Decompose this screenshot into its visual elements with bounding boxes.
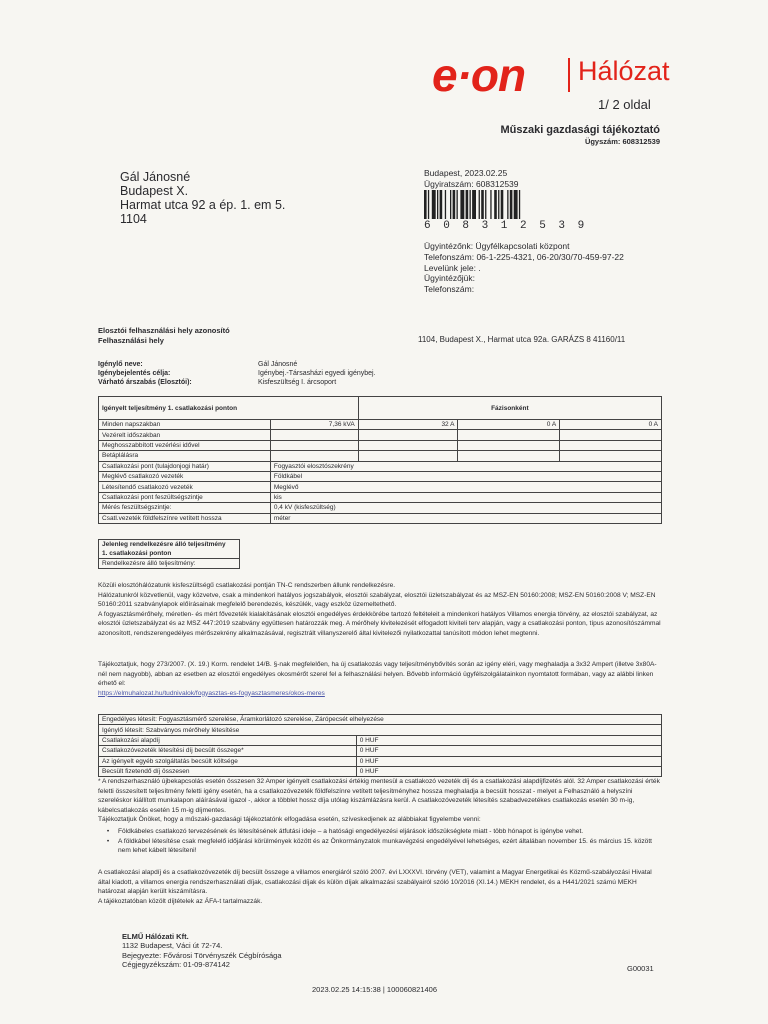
document-title: Műszaki gazdasági tájékoztató (500, 124, 660, 136)
table-cell: Az igényelt egyéb szolgáltatás becsült költsége (99, 756, 357, 766)
table-row (99, 735, 662, 745)
power-table (98, 396, 662, 524)
company-address: 1132 Budapest, Váci út 72-74. (122, 941, 223, 951)
table-cell: Létesítendő csatlakozó vezeték (99, 482, 271, 492)
site-address: 1104, Budapest X., Harmat utca 92a. GARÁZS 8 41160/11 (418, 335, 626, 344)
barcode (424, 190, 550, 219)
barcode-digits: 6 0 8 3 1 2 5 3 9 (424, 220, 588, 232)
request-row (98, 378, 376, 387)
legal-basis-paragraph (98, 868, 664, 906)
list-item (98, 827, 664, 837)
table-cell: Csatlakozóvezeték létesítési díj becsült összege* (99, 746, 357, 756)
paragraph-line: A tájékoztatóban közölt díjtételek az ÁFA-t tartalmazzák. (98, 897, 263, 905)
available-power-box (98, 539, 240, 569)
table-cell: Csatlakozási pont feszültségszintje (99, 492, 271, 502)
table-cell: 0 A (560, 420, 662, 430)
table-cell: 7,36 kVA (270, 420, 358, 430)
table-cell: 0 HUF (356, 746, 661, 756)
paragraph-line: A fogyasztásmérőhely, méretlen- és mért fővezeték kialakításának elosztói engedélyes érdekkörébe tartozó feltételeit a mindenkori hatályos Villamos energia törvény, az elosztói szabályzat, az elosztói üzletszabályzat és az MSZ 447:2019 szabvány együttesen határozzák meg. A mérőhely kivitelezését elfogadott kiviteli terv alapján, vagy a csatlakozási ponton, típus azonosítószámmal azonosított, rendszerengedélyes mérőszekrény alkalmazásával, regisztrált villanyszerelő által kivitelezői nyilatkozattal tanúsított módon lehet megtenni. (98, 610, 661, 637)
company-court: Bejegyezte: Fővárosi Törvényszék Cégbírósága (122, 950, 282, 960)
table-cell: Meglévő csatlakozó vezeték (99, 471, 271, 481)
request-value: Kisfeszültség I. árcsoport (258, 379, 337, 386)
phase-header: Fázisonként (358, 397, 661, 420)
table-cell (270, 451, 358, 461)
letter-date: Budapest, 2023.02.25 (424, 168, 508, 178)
power-header-left: Igényelt teljesítmény 1. csatlakozási ponton (99, 397, 359, 420)
site-id-label: Elosztói felhasználási hely azonosító (98, 326, 230, 335)
logo-subtitle: Hálózat (578, 56, 670, 86)
page-number: 1/ 2 oldal (598, 97, 651, 112)
table-cell: Csatlakozási alapdíj (99, 735, 357, 745)
fee-notes-paragraph (98, 777, 664, 825)
request-label: Várható árszabás (Elosztói): (98, 379, 192, 386)
table-cell: Betáplálásra (99, 451, 271, 461)
table-row (99, 756, 662, 766)
recipient-zip: 1104 (120, 212, 147, 226)
table-cell (458, 430, 560, 440)
list-item-text: Földkábeles csatlakozó tervezésének és létesítésének átfutási ideje – a hatósági engedélyezési eljárások időszükséglete miatt - több hónapot is igénybe vehet. (118, 828, 584, 835)
table-row (99, 420, 662, 430)
handler-phone: Telefonszám: 06-1-225-4321, 06-20/30/70-459-97-22 (424, 251, 624, 262)
table-row (99, 430, 662, 440)
table-cell (560, 451, 662, 461)
paragraph-line: Hálózatunkról közvetlenül, vagy közvetve, csak a mindenkori hatályos jogszabályok, elosztói szabályzat, elosztói üzletszabályzat és az MSZ-EN 50160:2008; MSZ-EN 50160:2008 V; MSZ-EN 50160:2011 szabványlapok előírásainak megfelelő berendezés, készülék, vagy eszköz üzemeltethető. (98, 591, 656, 608)
table-cell (358, 440, 458, 450)
available-power-title: Jelenleg rendelkezésre álló teljesítmény (102, 541, 226, 548)
company-reg: Cégjegyzékszám: 01-09-874142 (122, 959, 230, 969)
logo-divider (568, 58, 570, 92)
form-code: G00031 (627, 964, 654, 973)
case-number: Ügyszám: 608312539 (584, 137, 660, 146)
table-cell (560, 440, 662, 450)
general-info-paragraph (98, 581, 664, 638)
request-info (98, 360, 376, 387)
bullet-icon: • (106, 837, 110, 845)
our-reference: Levelünk jele: . (424, 262, 481, 273)
table-cell: Csatl.vezeték földfelszínre vetített hossza (99, 513, 271, 523)
paragraph-line: A csatlakozási alapdíj és a csatlakozóvezeték díj becsült összege a villamos energiáról szóló 2007. évi LXXXVI. törvény (VET), valamint a Magyar Energetikai és Közmű-szabályozási Hivatal által kiadott, a villamos energia rendszerhasználati díjak, csatlakozási díjak és külön díjak alkalmazási szabályairól szóló 10/2016 (XI.14.) MEKH rendelet, és a H441/2021 számú MEKH határozat alapján került kiszámításra. (98, 869, 652, 895)
recipient-address (120, 170, 285, 226)
table-cell: 0,4 kV (kisfeszültség) (270, 503, 661, 513)
table-cell (358, 451, 458, 461)
table-cell: 0 HUF (356, 735, 661, 745)
file-number: Ügyiratszám: 608312539 (424, 178, 519, 189)
handler: Ügyintézőnk: Ügyfélkapcsolati központ (424, 241, 570, 251)
table-cell: Meghosszabbított vezérlési idővel (99, 440, 271, 450)
table-cell: 0 HUF (356, 766, 661, 776)
table-row (99, 715, 662, 725)
available-power-subtitle: 1. csatlakozási ponton (99, 549, 239, 559)
your-phone: Telefonszám: (424, 284, 475, 295)
table-cell: Vezérelt időszakban (99, 430, 271, 440)
list-item (98, 837, 664, 856)
contact-block (424, 241, 624, 295)
table-cell: Igénylő létesít: Szabványos mérőhely létesítése (99, 725, 662, 735)
table-row (99, 492, 662, 502)
table-cell (358, 430, 458, 440)
site-heading (98, 326, 230, 346)
table-cell: 0 A (458, 420, 560, 430)
notes-list (98, 827, 664, 856)
table-cell (458, 451, 560, 461)
table-cell: Fogyasztói elosztószekrény (270, 461, 661, 471)
print-stamp: 2023.02.25 14:15:38 | 100060821406 (312, 985, 437, 994)
table-row (99, 725, 662, 735)
table-cell (270, 440, 358, 450)
table-cell (270, 430, 358, 440)
table-cell: Engedélyes létesít: Fogyasztásmérő szerelése, Áramkorlátozó szerelése, Zárópecsét elhelyezése (99, 715, 662, 725)
table-row (99, 471, 662, 481)
eon-logo: e·on (432, 49, 526, 101)
table-cell: Becsült fizetendő díj összesen (99, 766, 357, 776)
table-cell: méter (270, 513, 661, 523)
request-value: Gál Jánosné (258, 361, 298, 368)
request-row (98, 369, 376, 378)
table-row (99, 482, 662, 492)
paragraph-line: Tájékoztatjuk, hogy 273/2007. (X. 19.) Korm. rendelet 14/B. §-nak megfelelően, ha új csatlakozás vagy teljesítménybővítés során az igény eléri, vagy meghaladja a 3x32 Ampert (illetve 3x80A-nél nem nagyobb), abban az esetben az elosztói engedélyes okosmérőt szerel fel a felhasználási helyen. Bővebb információ ügyfélszolgálatainkon nyomtatott formában, vagy az alábbi linken érhető el: (98, 661, 657, 687)
request-row (98, 360, 376, 369)
table-row (99, 461, 662, 471)
recipient-name: Gál Jánosné (120, 170, 191, 184)
table-cell (560, 430, 662, 440)
table-row (99, 513, 662, 523)
letter-date-block (424, 168, 519, 189)
request-value: Igénybej.-Társasházi egyedi igénybej. (258, 370, 376, 377)
table-cell: 0 HUF (356, 756, 661, 766)
site-label: Felhasználási hely (98, 336, 164, 345)
table-cell: Mérés feszültségszintje: (99, 503, 271, 513)
table-cell: Meglévő (270, 482, 661, 492)
your-handler: Ügyintézőjük: (424, 273, 476, 284)
smart-meter-link[interactable]: https://elmuhalozat.hu/tudnivalok/fogyasztas-es-fogyasztasmeres/okos-meres (98, 689, 325, 697)
table-header-row (99, 397, 662, 420)
request-label: Igénylő neve: (98, 361, 143, 368)
paragraph-line: * A rendszerhasználó újbekapcsolás esetén összesen 32 Amper igényelt csatlakozási értékig mentesül a csatlakozó vezeték díj és a csatlakozási alapdíjfizetés alól. 32 Amper csatlakozási érték feletti összesített teljesítmény feletti igény esetén, ha a csatlakozóvezeték földfelszínre vetített teljesítményhez hossza meghaladja a becsült hosszat - melyet a Felhasználó a helyszíni szereléskor kiállított munkalapon aláírásával igazol -, akkor a többlet hossz díja utólag kiszámlázásra kerül. A csatlakozóvezeték létesítés szabadvezetékes csatlakozás esetén 30 m-ig, kábelcsatlakozás esetén 15 m-ig díjmentes. (98, 778, 660, 814)
recipient-street: Harmat utca 92 a ép. 1. em 5. (120, 198, 286, 212)
company-name: ELMŰ Hálózati Kft. (122, 932, 189, 941)
list-item-text: A földkábel létesítése csak megfelelő időjárási körülmények között és az Önkormányzatok munkavégzési engedélyével lehetséges, ezért általában november 15. és március 15. között nem lehet kábelt létesíteni! (118, 837, 653, 854)
table-cell (458, 440, 560, 450)
table-row (99, 766, 662, 776)
table-row (99, 746, 662, 756)
paragraph-line: Tájékoztatjuk Önöket, hogy a műszaki-gazdasági tájékoztatónk elfogadása esetén, szíveskedjenek az alábbiakat figyelembe venni: (98, 816, 481, 823)
company-footer (122, 932, 282, 969)
table-row (99, 503, 662, 513)
table-cell: 32 A (358, 420, 458, 430)
table-row (99, 451, 662, 461)
table-cell: kis (270, 492, 661, 502)
table-row (99, 440, 662, 450)
request-label: Igénybejelentés célja: (98, 370, 171, 377)
bullet-icon: • (106, 828, 110, 835)
recipient-city: Budapest X. (120, 184, 189, 198)
table-cell: Csatlakozási pont (tulajdonjogi határ) (99, 461, 271, 471)
cost-table (98, 714, 662, 777)
smart-meter-paragraph (98, 660, 664, 698)
table-cell: Földkábel (270, 471, 661, 481)
table-cell: Minden napszakban (99, 420, 271, 430)
paragraph-line: Közüli elosztóhálózatunk kisfeszültségű csatlakozási pontján TN-C rendszerben állunk rendelkezésre. (98, 582, 396, 589)
available-power-label: Rendelkezésre álló teljesítmény: (102, 560, 196, 567)
